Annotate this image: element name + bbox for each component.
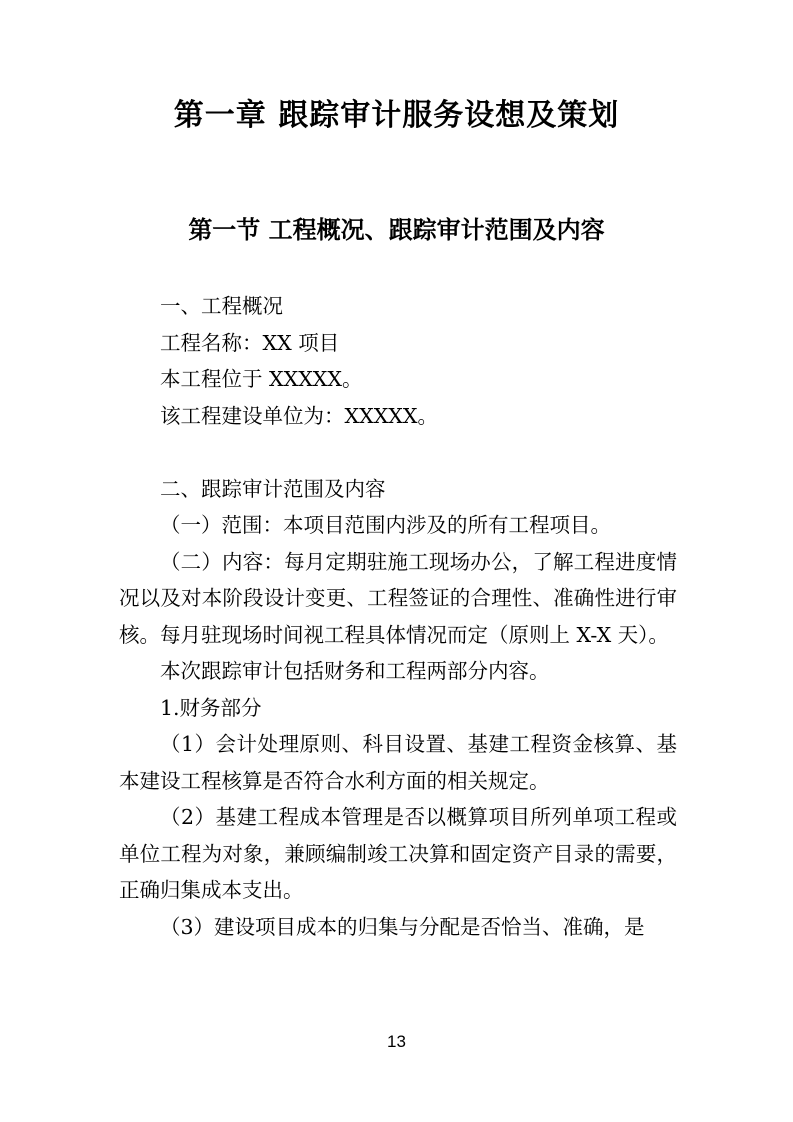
finance-heading: 1.财务部分: [160, 695, 262, 720]
finance-item-3: （3）建设项目成本的归集与分配是否恰当、准确，是: [160, 914, 645, 939]
finance-item-1: （1）会计处理原则、科目设置、基建工程资金核算、基本建设工程核算是否符合水利方面的相关规定。: [119, 732, 677, 793]
document-body: [119, 288, 677, 945]
scope-summary: 本次跟踪审计包括财务和工程两部分内容。: [160, 659, 550, 683]
scope-heading: 二、跟踪审计范围及内容: [160, 476, 386, 501]
scope-range: （一）范围：本项目范围内涉及的所有工程项目。: [160, 513, 611, 537]
overview-owner: 该工程建设单位为：XXXXX。: [160, 403, 438, 428]
overview-heading: 一、工程概况: [160, 294, 283, 318]
section-title: 第一节 工程概况、跟踪审计范围及内容: [188, 216, 605, 244]
overview-project-name: 工程名称：XX 项目: [160, 330, 340, 355]
page-number: 13: [387, 1032, 406, 1051]
paragraph-gap: [119, 434, 677, 471]
overview-location: 本工程位于 XXXXX。: [160, 367, 363, 391]
scope-content: （二）内容：每月定期驻施工现场办公，了解工程进度情况以及对本阶段设计变更、工程签证的合理性、准确性进行审核。每月驻现场时间视工程具体情况而定（原则上 X-X 天）。: [119, 549, 677, 647]
finance-item-2: （2）基建工程成本管理是否以概算项目所列单项工程或单位工程为对象，兼顾编制竣工决算和固定资产目录的需要，正确归集成本支出。: [119, 805, 677, 902]
chapter-title: 第一章 跟踪审计服务设想及策划: [173, 98, 620, 133]
